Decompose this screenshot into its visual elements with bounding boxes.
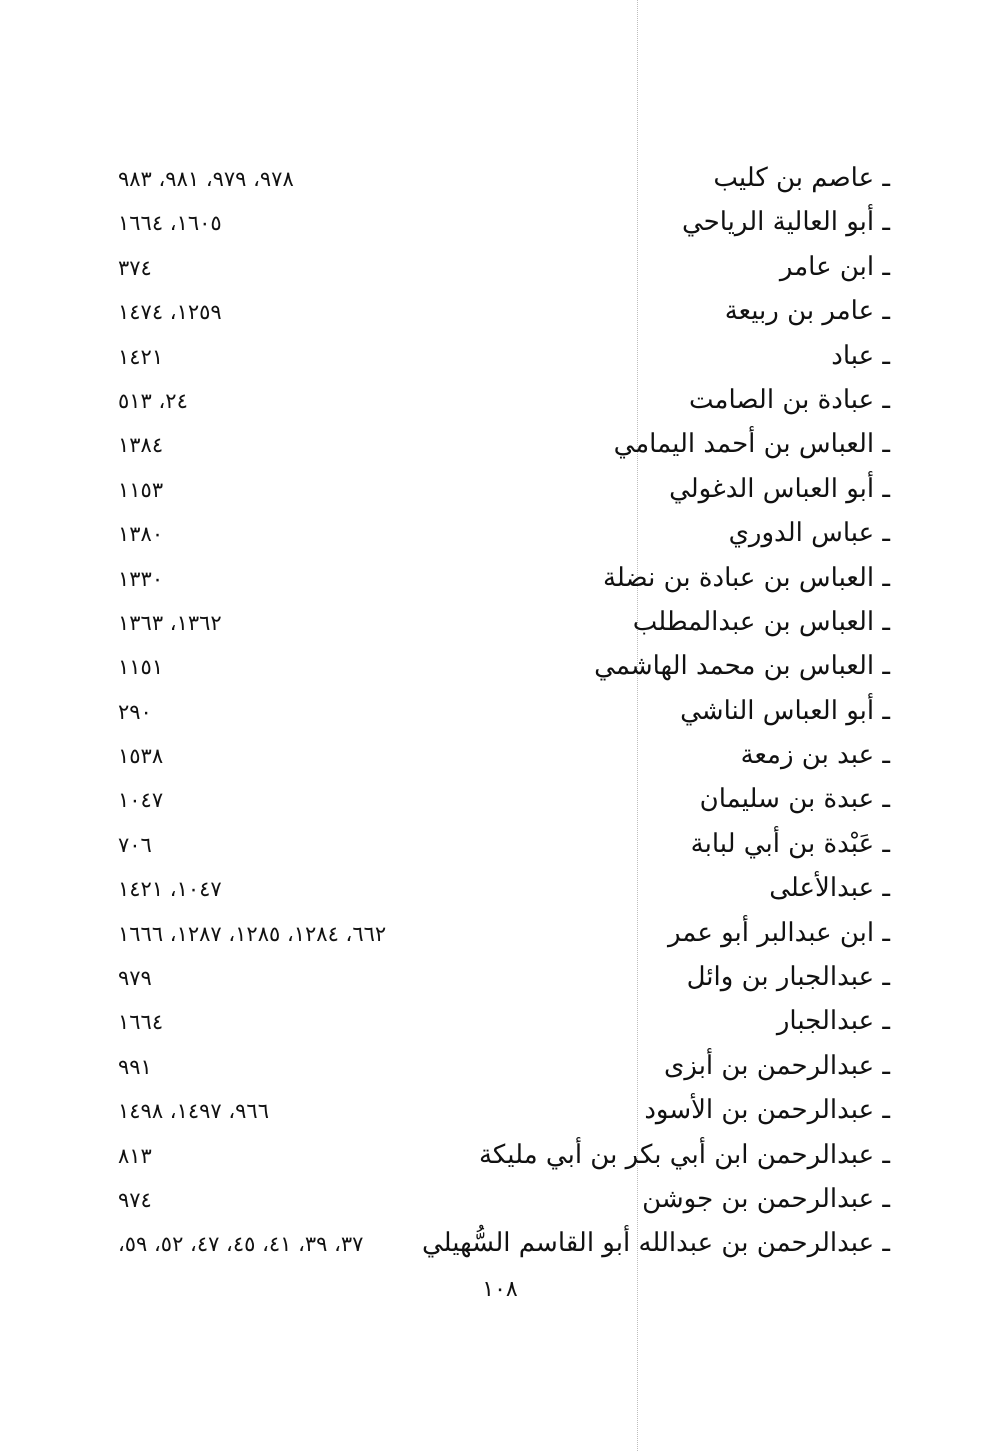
index-entry bbox=[110, 250, 890, 294]
entry-page-refs: ١٣٣٠ bbox=[118, 566, 164, 591]
entry-name: ـ عبادة بن الصامت bbox=[689, 384, 890, 415]
entry-page-refs: ١٤٢١ bbox=[118, 344, 164, 369]
entry-name: ـ عبدة بن سليمان bbox=[699, 784, 890, 815]
index-entry bbox=[110, 1049, 890, 1093]
entry-name: ـ عباد bbox=[831, 340, 890, 371]
index-entry bbox=[110, 1138, 890, 1182]
entry-page-refs: ٣٧، ٣٩، ٤١، ٤٥، ٤٧، ٥٢، ٥٩، bbox=[118, 1232, 364, 1257]
entry-name: ـ أبو العالية الرياحي bbox=[681, 207, 890, 238]
entry-name: ـ العباس بن محمد الهاشمي bbox=[594, 651, 890, 682]
index-entry bbox=[110, 782, 890, 826]
entry-name: ـ عاصم بن كليب bbox=[713, 163, 890, 193]
index-entry bbox=[110, 694, 890, 738]
index-entry bbox=[110, 1226, 890, 1270]
entry-name: ـ العباس بن أحمد اليمامي bbox=[613, 429, 890, 460]
index-entry bbox=[110, 1004, 890, 1048]
entry-page-refs: ١٣٦٢، ١٣٦٣ bbox=[118, 610, 222, 635]
entry-page-refs: ١٠٤٧ bbox=[118, 788, 164, 813]
index-entry bbox=[110, 649, 890, 693]
entry-name: ـ ابن عبدالبر أبو عمر bbox=[667, 917, 890, 948]
entry-name: ـ عبدالرحمن بن الأسود bbox=[644, 1095, 890, 1126]
entry-page-refs: ٨١٣ bbox=[118, 1143, 152, 1168]
entry-page-refs: ٣٧٤ bbox=[118, 255, 152, 280]
entry-name: ـ عبد بن زمعة bbox=[740, 740, 890, 771]
entry-name: ـ عبدالأعلى bbox=[769, 873, 890, 904]
entry-page-refs: ١١٥٣ bbox=[118, 477, 164, 502]
entry-name: ـ عبدالجبار بن وائل bbox=[686, 962, 890, 993]
entry-name: ـ عامر بن ربيعة bbox=[724, 296, 890, 327]
entry-name: ـ أبو العباس الدغولي bbox=[669, 473, 890, 504]
index-entry bbox=[110, 561, 890, 605]
entry-name: ـ عبدالرحمن ابن أبي بكر بن أبي مليكة bbox=[478, 1139, 890, 1170]
entry-page-refs: ١٠٤٧، ١٤٢١ bbox=[118, 877, 222, 902]
entry-name: ـ عَبْدة بن أبي لبابة bbox=[690, 828, 890, 859]
entry-name: ـ عباس الدوري bbox=[728, 518, 890, 549]
index-entry bbox=[110, 738, 890, 782]
index-entry bbox=[110, 339, 890, 383]
index-entry bbox=[110, 605, 890, 649]
index-entry bbox=[110, 383, 890, 427]
index-entry bbox=[110, 161, 890, 205]
entry-page-refs: ٧٠٦ bbox=[118, 832, 152, 857]
entry-name: ـ أبو العباس الناشي bbox=[680, 695, 890, 726]
entry-page-refs: ٢٩٠ bbox=[118, 699, 152, 724]
index-entry bbox=[110, 472, 890, 516]
entry-page-refs: ٩٧٤ bbox=[118, 1187, 152, 1212]
entry-name: ـ عبدالرحمن بن أبزى bbox=[664, 1050, 890, 1081]
index-entry bbox=[110, 516, 890, 560]
entry-page-refs: ١٦٠٥، ١٦٦٤ bbox=[118, 211, 222, 236]
name-index-list bbox=[110, 161, 890, 1271]
entry-page-refs: ١١٥١ bbox=[118, 655, 164, 680]
index-entry bbox=[110, 960, 890, 1004]
entry-page-refs: ١٣٨٠ bbox=[118, 522, 164, 547]
index-entry bbox=[110, 205, 890, 249]
entry-name: ـ ابن عامر bbox=[779, 251, 890, 282]
entry-name: ـ عبدالرحمن بن جوشن bbox=[642, 1183, 890, 1214]
entry-page-refs: ١٢٥٩، ١٤٧٤ bbox=[118, 300, 222, 325]
index-entry bbox=[110, 294, 890, 338]
entry-page-refs: ٩٧٩ bbox=[118, 966, 152, 991]
entry-page-refs: ٩٩١ bbox=[118, 1054, 152, 1079]
entry-page-refs: ١٦٦٤ bbox=[118, 1010, 164, 1035]
index-entry bbox=[110, 827, 890, 871]
entry-name: ـ عبدالرحمن بن عبدالله أبو القاسم السُّهيلي bbox=[422, 1228, 890, 1259]
entry-page-refs: ١٥٣٨ bbox=[118, 744, 164, 769]
entry-page-refs: ١٣٨٤ bbox=[118, 433, 164, 458]
index-entry bbox=[110, 427, 890, 471]
entry-page-refs: ٢٤، ٥١٣ bbox=[118, 388, 188, 413]
entry-name: ـ عبدالجبار bbox=[776, 1006, 890, 1037]
index-entry bbox=[110, 916, 890, 960]
page-number: ١٠٨ bbox=[482, 1277, 518, 1302]
index-entry bbox=[110, 871, 890, 915]
entry-name: ـ العباس بن عبدالمطلب bbox=[632, 606, 890, 637]
index-entry bbox=[110, 1182, 890, 1226]
index-entry bbox=[110, 1093, 890, 1137]
entry-page-refs: ٩٦٦، ١٤٩٧، ١٤٩٨ bbox=[118, 1099, 269, 1124]
entry-name: ـ العباس بن عبادة بن نضلة bbox=[602, 562, 890, 593]
entry-page-refs: ٦٦٢، ١٢٨٤، ١٢٨٥، ١٢٨٧، ١٦٦٦ bbox=[118, 921, 387, 946]
entry-page-refs: ٩٧٨، ٩٧٩، ٩٨١، ٩٨٣ bbox=[118, 167, 294, 191]
